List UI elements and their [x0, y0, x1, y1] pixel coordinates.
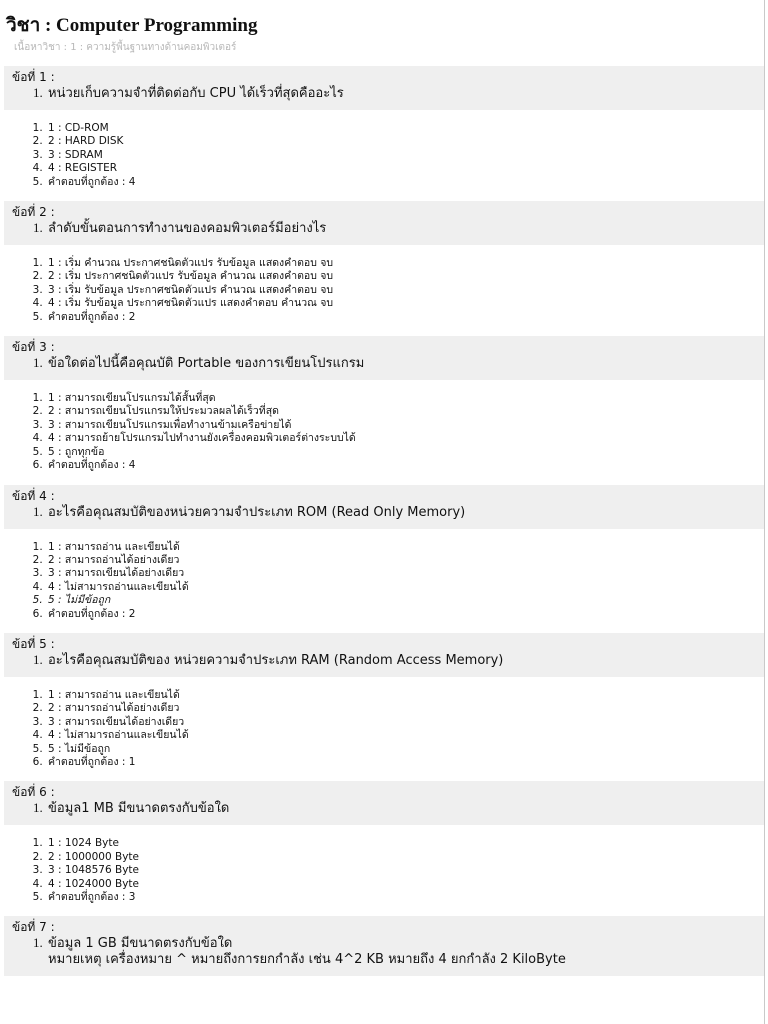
page-subtitle: เนื้อหาวิชา : 1 : ความรู้พื้นฐานทางด้านคอมพิวเตอร์ [14, 42, 237, 53]
question-number: ข้อที่ 4 : [12, 488, 55, 503]
correct-answer: 6. คำตอบที่ถูกต้อง : 4 [46, 459, 760, 472]
choice-item: 1. 1 : สามารถเขียนโปรแกรมได้สั้นที่สุด [46, 392, 760, 405]
choice-item: 2. 2 : HARD DISK [46, 135, 760, 148]
choice-item: 2. 2 : สามารถอ่านได้อย่างเดียว [46, 702, 760, 715]
choice-item: 2. 2 : สามารถเขียนโปรแกรมให้ประมวลผลได้เร็วที่สุด [46, 405, 760, 418]
question-text: อะไรคือคุณสมบัติของ หน่วยความจำประเภท RAM (Random Access Memory) [48, 652, 504, 668]
question-text-list [12, 85, 756, 102]
question-header [4, 633, 764, 677]
choice-item: 5. 5 : ไม่มีข้อถูก [46, 743, 760, 756]
question-block [6, 201, 760, 336]
question-number: ข้อที่ 1 : [12, 70, 55, 84]
question-text-list [12, 355, 756, 372]
question-text: อะไรคือคุณสมบัติของหน่วยความจำประเภท ROM (Read Only Memory) [48, 504, 466, 520]
question-number: ข้อที่ 2 : [12, 205, 55, 220]
question-block [6, 485, 760, 633]
question-header [4, 66, 764, 110]
question-number: ข้อที่ 7 : [12, 920, 55, 935]
question-block [6, 336, 760, 484]
choice-item: 5. 5 : ไม่มีข้อถูก [46, 594, 760, 607]
choice-item: 1. 1 : สามารถอ่าน และเขียนได้ [46, 541, 760, 554]
question-header [4, 781, 764, 825]
question-text-item [46, 355, 756, 372]
question-text-item [46, 220, 756, 237]
question-block [6, 633, 760, 781]
question-block [6, 916, 760, 976]
choice-item: 3. 3 : 1048576 Byte [46, 864, 760, 877]
choice-list [6, 380, 760, 484]
question-number: ข้อที่ 5 : [12, 636, 55, 651]
choice-item: 1. 1 : CD-ROM [46, 122, 760, 135]
question-header [4, 485, 764, 529]
question-text: ลำดับขั้นตอนการทำงานของคอมพิวเตอร์มีอย่างไร [48, 221, 327, 237]
question-text-list [12, 220, 756, 237]
choice-item: 4. 4 : 1024000 Byte [46, 878, 760, 891]
question-text: หน่วยเก็บความจำที่ติดต่อกับ CPU ได้เร็วที่สุดคืออะไร [48, 86, 344, 101]
choice-list [6, 825, 760, 916]
choice-list [6, 677, 760, 781]
correct-answer: 5. คำตอบที่ถูกต้อง : 3 [46, 891, 760, 904]
question-block [6, 781, 760, 916]
question-block [6, 66, 760, 201]
choice-item: 3. 3 : สามารถเขียนได้อย่างเดียว [46, 716, 760, 729]
question-text-list [12, 935, 756, 968]
correct-answer: 5. คำตอบที่ถูกต้อง : 4 [46, 176, 760, 189]
correct-answer: 6. คำตอบที่ถูกต้อง : 1 [46, 756, 760, 769]
choice-item: 2. 2 : เริ่ม ประกาศชนิดตัวแปร รับข้อมูล คำนวณ แสดงคำตอบ จบ [46, 270, 760, 283]
question-text: ข้อมูล 1 GB มีขนาดตรงกับข้อใด [48, 936, 233, 952]
choice-item: 4. 4 : สามารถย้ายโปรแกรมไปทำงานยังเครื่องคอมพิวเตอร์ต่างระบบได้ [46, 432, 760, 445]
choice-item: 3. 3 : สามารถเขียนโปรแกรมเพื่อทำงานข้ามเครือข่ายได้ [46, 419, 760, 432]
choice-list [6, 110, 760, 201]
question-text-item [46, 85, 756, 102]
choice-item: 3. 3 : เริ่ม รับข้อมูล ประกาศชนิดตัวแปร คำนวณ แสดงคำตอบ จบ [46, 284, 760, 297]
choice-item: 1. 1 : 1024 Byte [46, 837, 760, 850]
choice-item: 2. 2 : 1000000 Byte [46, 851, 760, 864]
choice-item: 4. 4 : ไม่สามารถอ่านและเขียนได้ [46, 581, 760, 594]
question-text: ข้อใดต่อไปนี้คือคุณบัติ Portable ของการเขียนโปรแกรม [48, 356, 365, 372]
correct-answer: 6. คำตอบที่ถูกต้อง : 2 [46, 608, 760, 621]
choice-item: 1. 1 : สามารถอ่าน และเขียนได้ [46, 689, 760, 702]
choice-item: 4. 4 : REGISTER [46, 162, 760, 175]
choice-item: 1. 1 : เริ่ม คำนวณ ประกาศชนิดตัวแปร รับข้อมูล แสดงคำตอบ จบ [46, 257, 760, 270]
question-text-item [46, 935, 756, 968]
page-title: วิชา : Computer Programming [6, 15, 258, 36]
question-text-item [46, 504, 756, 521]
question-text-list [12, 504, 756, 521]
question-text-item [46, 800, 756, 817]
choice-item: 5. 5 : ถูกทุกข้อ [46, 446, 760, 459]
question-number: ข้อที่ 6 : [12, 785, 55, 800]
choice-list [6, 245, 760, 336]
choice-item: 4. 4 : เริ่ม รับข้อมูล ประกาศชนิดตัวแปร แสดงคำตอบ คำนวณ จบ [46, 297, 760, 310]
question-text-list [12, 652, 756, 669]
choice-item: 2. 2 : สามารถอ่านได้อย่างเดียว [46, 554, 760, 567]
question-note: หมายเหตุ เครื่องหมาย ^ หมายถึงการยกกำลัง เช่น 4^2 KB หมายถึง 4 ยกกำลัง 2 KiloByte [48, 952, 566, 968]
question-header [4, 336, 764, 380]
choice-list [6, 529, 760, 633]
choice-item: 3. 3 : สามารถเขียนได้อย่างเดียว [46, 567, 760, 580]
question-header [4, 201, 764, 245]
correct-answer: 5. คำตอบที่ถูกต้อง : 2 [46, 311, 760, 324]
choice-item: 3. 3 : SDRAM [46, 149, 760, 162]
question-list [6, 66, 760, 976]
choice-item: 4. 4 : ไม่สามารถอ่านและเขียนได้ [46, 729, 760, 742]
question-text: ข้อมูล1 MB มีขนาดตรงกับข้อใด [48, 801, 230, 817]
question-text-list [12, 800, 756, 817]
question-header [4, 916, 764, 976]
question-text-item [46, 652, 756, 669]
question-number: ข้อที่ 3 : [12, 340, 55, 355]
